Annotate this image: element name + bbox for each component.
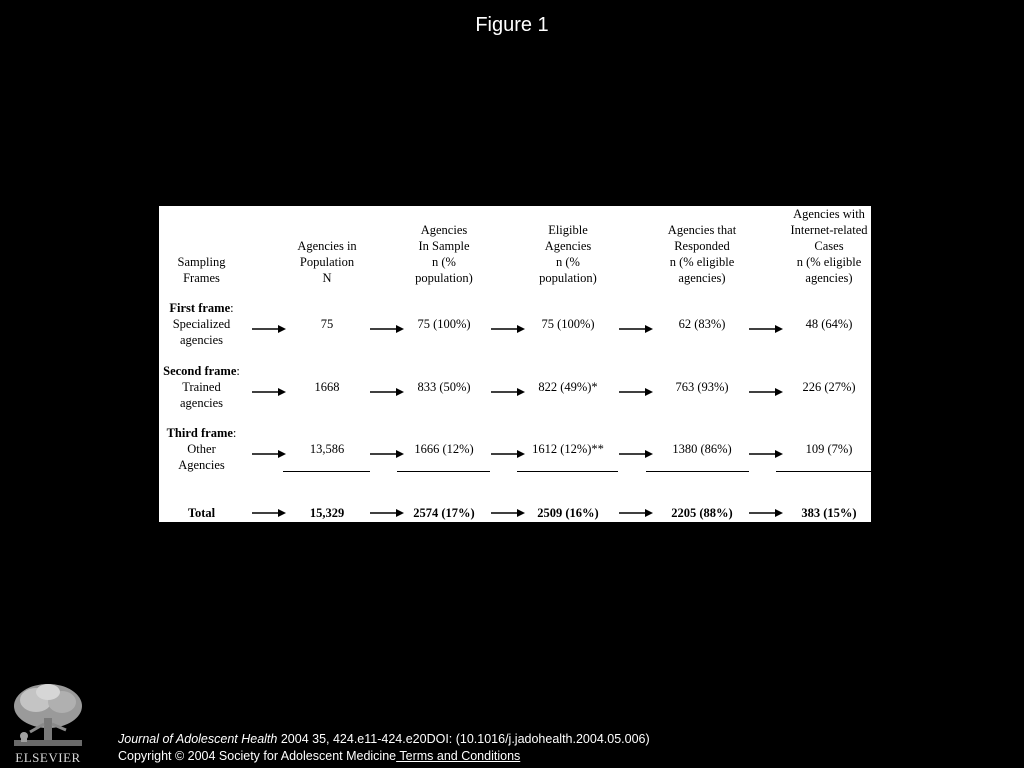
total-internet: 383 (15%): [801, 506, 857, 520]
terms-and-conditions-link[interactable]: Terms and Conditions: [396, 749, 521, 763]
citation-footer: [118, 731, 650, 765]
header-line: N: [322, 271, 332, 285]
sum-rule: [776, 471, 871, 472]
right-arrow-icon: [491, 324, 525, 334]
header-internet-related: [779, 206, 879, 286]
frame-title: [159, 363, 244, 379]
header-sampling-frames: [159, 254, 244, 286]
row-third-responded: 1380 (86%): [672, 442, 732, 456]
header-line: Responded: [674, 239, 730, 253]
header-line: n (%: [556, 255, 580, 269]
frame-title-colon: :: [236, 364, 240, 378]
right-arrow-icon: [749, 449, 783, 459]
right-arrow-icon: [619, 324, 653, 334]
frame-title-bold: First frame: [169, 301, 231, 315]
frame-desc-line: Other: [187, 442, 216, 456]
right-arrow-icon: [491, 387, 525, 397]
header-line: agencies): [678, 271, 726, 285]
frame-title: [159, 300, 244, 316]
right-arrow-icon: [370, 508, 404, 518]
journal-name: Journal of Adolescent Health: [118, 732, 278, 746]
header-line: n (%: [432, 255, 456, 269]
right-arrow-icon: [491, 449, 525, 459]
header-line: population): [415, 271, 473, 285]
right-arrow-icon: [370, 387, 404, 397]
header-responded: [647, 222, 757, 286]
frame-desc-line: Trained: [182, 380, 221, 394]
header-line: Agencies with: [793, 207, 865, 221]
row-first-population: 75: [320, 317, 334, 331]
total-label: Total: [187, 506, 216, 520]
right-arrow-icon: [252, 508, 286, 518]
frame-desc-line: agencies: [179, 396, 224, 410]
header-line: Agencies: [544, 239, 592, 253]
right-arrow-icon: [749, 387, 783, 397]
elsevier-wordmark: ELSEVIER: [15, 750, 81, 765]
row-third-internet: 109 (7%): [805, 442, 853, 456]
row-second-frame-label: [159, 363, 244, 411]
row-second-eligible: 822 (49%)*: [538, 380, 598, 394]
row-first-sample: 75 (100%): [417, 317, 471, 331]
header-line: Internet-related: [790, 223, 868, 237]
header-line: In Sample: [418, 239, 470, 253]
header-line: Eligible: [548, 223, 588, 237]
row-first-eligible: 75 (100%): [541, 317, 595, 331]
row-third-population: 13,586: [309, 442, 345, 456]
frame-title-colon: :: [232, 426, 237, 440]
frame-desc-line: Agencies: [178, 458, 225, 472]
figure-flowchart: [159, 206, 871, 522]
header-line: agencies): [805, 271, 853, 285]
header-line: Population: [299, 255, 355, 269]
right-arrow-icon: [619, 387, 653, 397]
header-eligible: [518, 222, 618, 286]
frame-desc-line: agencies: [179, 333, 224, 347]
copyright-line: [118, 748, 650, 765]
citation-line: [118, 731, 650, 748]
row-second-population: 1668: [314, 380, 340, 394]
row-third-frame-label: [159, 425, 244, 473]
row-second-responded: 763 (93%): [675, 380, 729, 394]
frame-title-bold: Second frame: [163, 364, 237, 378]
header-line: Agencies: [420, 223, 468, 237]
slide-title: Figure 1: [475, 14, 549, 36]
sum-rule: [397, 471, 490, 472]
header-line: population): [539, 271, 597, 285]
right-arrow-icon: [252, 387, 286, 397]
header-line: Agencies in: [297, 239, 357, 253]
row-second-sample: 833 (50%): [417, 380, 471, 394]
sum-rule: [283, 471, 370, 472]
right-arrow-icon: [619, 508, 653, 518]
total-responded: 2205 (88%): [671, 506, 733, 520]
row-first-internet: 48 (64%): [805, 317, 853, 331]
header-line: Frames: [183, 271, 220, 285]
header-line: Cases: [814, 239, 844, 253]
right-arrow-icon: [370, 449, 404, 459]
row-second-internet: 226 (27%): [802, 380, 856, 394]
right-arrow-icon: [491, 508, 525, 518]
right-arrow-icon: [252, 449, 286, 459]
total-population: 15,329: [309, 506, 345, 520]
citation-details: 2004 35, 424.e11-424.e20DOI: (10.1016/j.jadohealth.2004.05.006): [277, 732, 650, 746]
frame-title: [159, 425, 244, 441]
copyright-text: Copyright © 2004 Society for Adolescent Medicine: [118, 749, 397, 763]
sum-rule: [517, 471, 618, 472]
header-sample: [394, 222, 494, 286]
frame-title-bold: Third frame: [166, 426, 233, 440]
right-arrow-icon: [252, 324, 286, 334]
total-eligible: 2509 (16%): [537, 506, 599, 520]
total-sample: 2574 (17%): [413, 506, 475, 520]
row-third-sample: 1666 (12%): [414, 442, 474, 456]
header-line: n (% eligible: [669, 255, 735, 269]
right-arrow-icon: [749, 508, 783, 518]
right-arrow-icon: [619, 449, 653, 459]
right-arrow-icon: [370, 324, 404, 334]
header-line: n (% eligible: [796, 255, 862, 269]
header-population: [277, 238, 377, 286]
header-line: Sampling: [177, 255, 226, 269]
frame-desc-line: Specialized: [172, 317, 231, 331]
row-first-responded: 62 (83%): [678, 317, 726, 331]
row-third-eligible: 1612 (12%)**: [532, 442, 604, 456]
row-first-frame-label: [159, 300, 244, 348]
frame-title-colon: :: [230, 301, 234, 315]
right-arrow-icon: [749, 324, 783, 334]
header-line: Agencies that: [667, 223, 737, 237]
sum-rule: [646, 471, 749, 472]
